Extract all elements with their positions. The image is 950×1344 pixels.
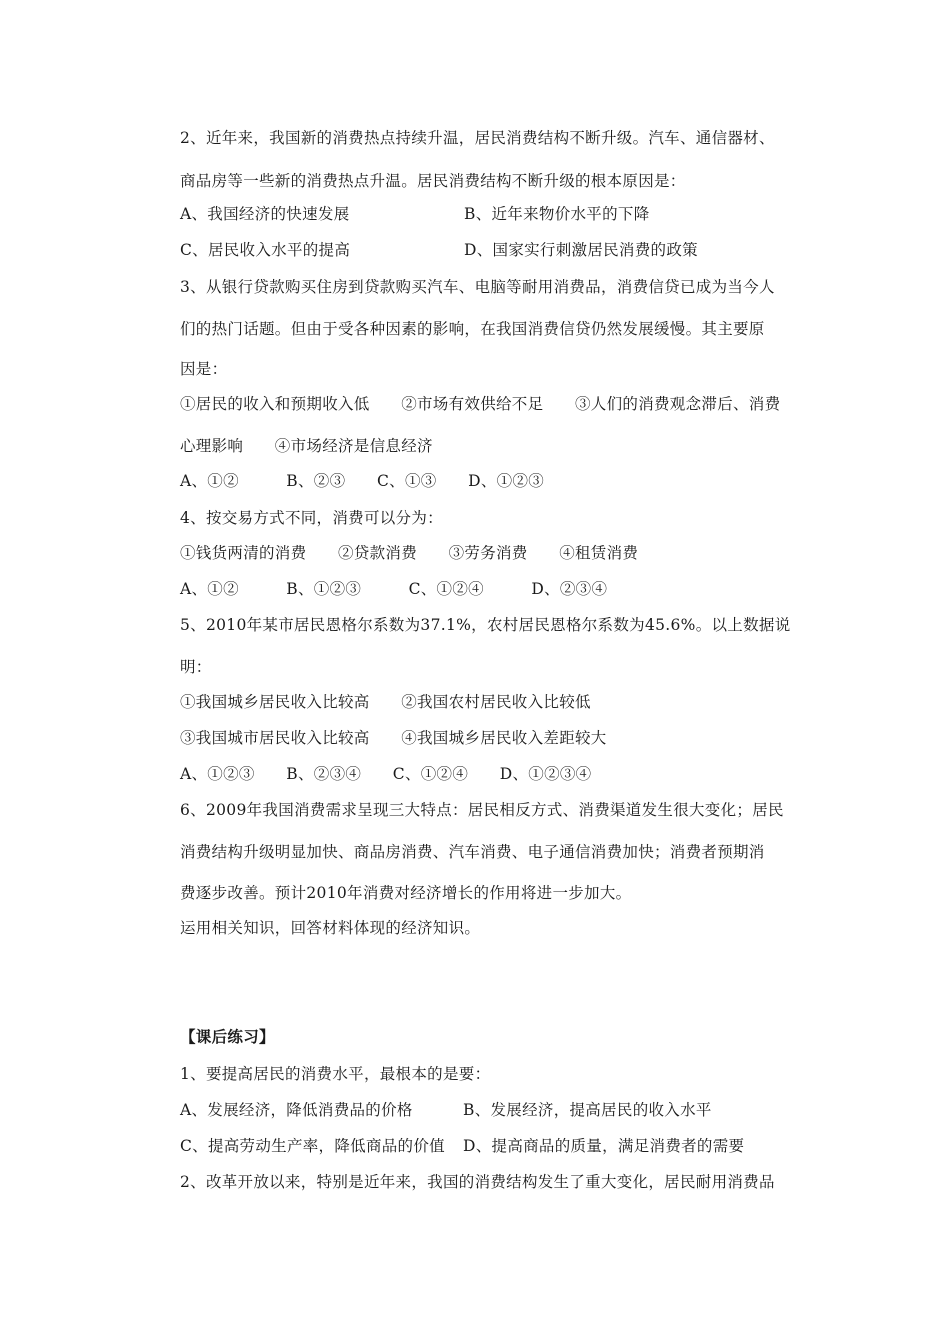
q3-items-line1: ①居民的收入和预期收入低 ②市场有效供给不足 ③人们的消费观念滞后、消费 — [180, 395, 781, 413]
practice-q1-option-a: A、发展经济，降低消费品的价格 — [180, 1101, 413, 1119]
q5-stem-line1: 5、2010年某市居民恩格尔系数为37.1%，农村居民恩格尔系数为45.6%。以上数据说 — [180, 616, 791, 634]
q2-options-ab — [180, 203, 650, 225]
q3-items-line2: 心理影响 ④市场经济是信息经济 — [180, 437, 433, 455]
q6-question: 运用相关知识，回答材料体现的经济知识。 — [180, 919, 481, 937]
practice-q1-option-c: C、提高劳动生产率，降低商品的价值 — [180, 1137, 445, 1155]
practice-q2-stem: 2、改革开放以来，特别是近年来，我国的消费结构发生了重大变化，居民耐用消费品 — [180, 1173, 775, 1191]
practice-q1-stem: 1、要提高居民的消费水平，最根本的是要： — [180, 1065, 491, 1083]
q5-items-line2: ③我国城市居民收入比较高 ④我国城乡居民收入差距较大 — [180, 729, 607, 747]
practice-q1-option-b: B、发展经济，提高居民的收入水平 — [463, 1101, 712, 1119]
practice-q1-option-d: D、提高商品的质量，满足消费者的需要 — [463, 1137, 745, 1155]
q6-stem-line2: 消费结构升级明显加快、商品房消费、汽车消费、电子通信消费加快；消费者预期消 — [180, 843, 765, 861]
q2-option-a: A、我国经济的快速发展 — [180, 205, 350, 223]
q5-items-line1: ①我国城乡居民收入比较高 ②我国农村居民收入比较低 — [180, 693, 591, 711]
q4-options: A、①② B、①②③ C、①②④ D、②③④ — [180, 580, 608, 598]
q2-options-cd — [180, 239, 698, 261]
q3-stem-line3: 因是： — [180, 360, 228, 378]
q2-option-b: B、近年来物价水平的下降 — [464, 205, 650, 223]
practice-q1-options-ab — [180, 1099, 712, 1121]
q2-option-d: D、国家实行刺激居民消费的政策 — [464, 241, 698, 259]
q4-stem: 4、按交易方式不同，消费可以分为： — [180, 509, 443, 527]
q6-stem-line1: 6、2009年我国消费需求呈现三大特点：居民相反方式、消费渠道发生很大变化；居民 — [180, 801, 784, 819]
q4-items: ①钱货两清的消费 ②贷款消费 ③劳务消费 ④租赁消费 — [180, 544, 639, 562]
q3-stem-line1: 3、从银行贷款购买住房到贷款购买汽车、电脑等耐用消费品，消费信贷已成为当今人 — [180, 278, 775, 296]
q3-stem-line2: 们的热门话题。但由于受各种因素的影响，在我国消费信贷仍然发展缓慢。其主要原 — [180, 320, 765, 338]
practice-q1-options-cd — [180, 1135, 745, 1157]
q3-options: A、①② B、②③ C、①③ D、①②③ — [180, 472, 545, 490]
q5-options: A、①②③ B、②③④ C、①②④ D、①②③④ — [180, 765, 592, 783]
practice-heading: 【课后练习】 — [180, 1028, 275, 1046]
q6-stem-line3: 费逐步改善。预计2010年消费对经济增长的作用将进一步加大。 — [180, 884, 632, 902]
q2-stem-line2: 商品房等一些新的消费热点升温。居民消费结构不断升级的根本原因是： — [180, 172, 686, 190]
q2-option-c: C、居民收入水平的提高 — [180, 241, 351, 259]
q5-stem-line2: 明： — [180, 658, 212, 676]
q2-stem-line1: 2、近年来，我国新的消费热点持续升温，居民消费结构不断升级。汽车、通信器材、 — [180, 129, 775, 147]
